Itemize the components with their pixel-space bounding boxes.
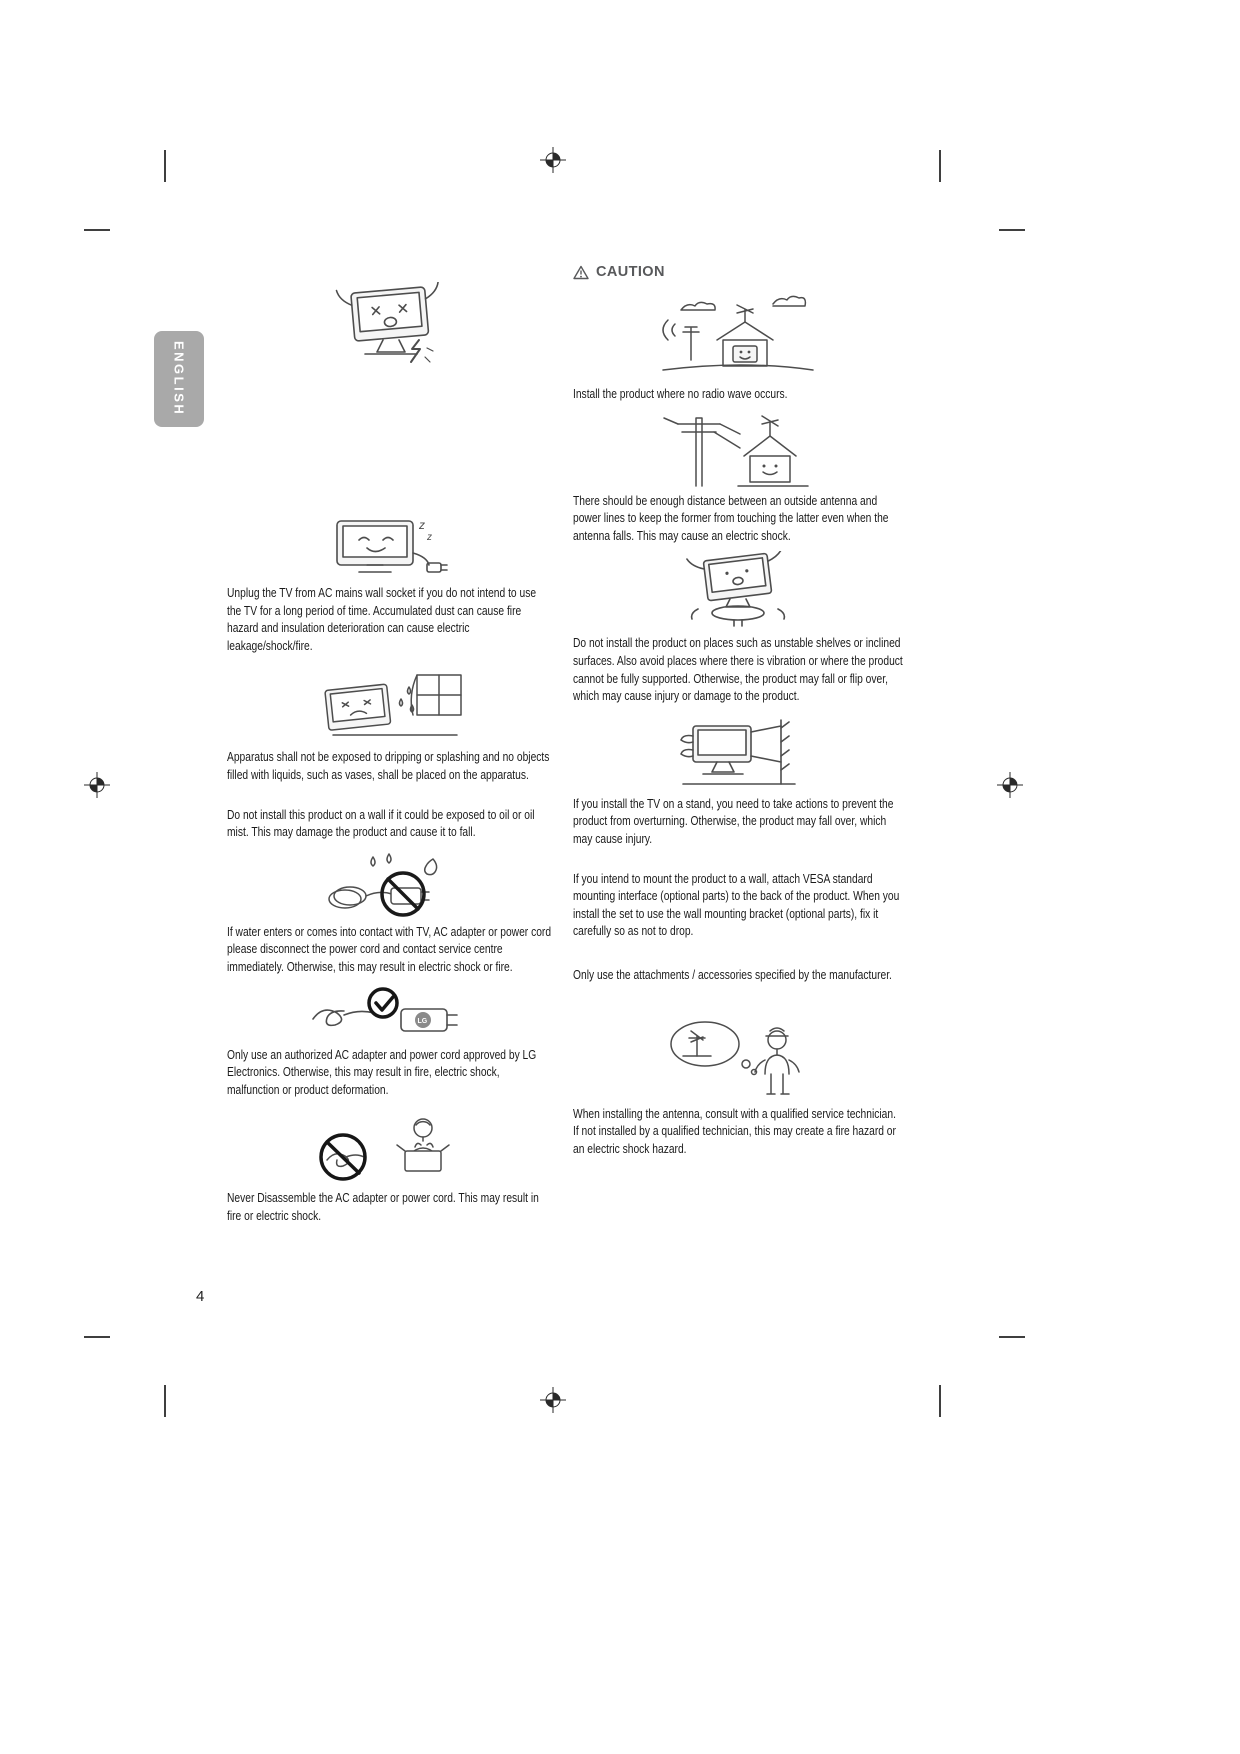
page-number: 4 [196, 1288, 205, 1305]
caution-item-unstable-surface [573, 551, 903, 705]
tv-stand-anti-overturn-illustration [573, 716, 903, 792]
disassembly-prohibited-illustration [227, 1107, 553, 1185]
caution-text: Do not install the product on places such as unstable shelves or inclined surfaces. Also avoid places where there is vibration or where the product cannot be fully supported. Otherwise, the product may fall or flip over, which may cause injury or damage to the product. [573, 636, 903, 704]
caution-item-accessories [573, 967, 903, 985]
crop-mark [939, 1385, 941, 1417]
safety-text: Only use an authorized AC adapter and power cord approved by LG Electronics. Otherwise, this may result in fire, electric shock, malfunction or product deformation. [227, 1047, 537, 1097]
safety-item-water-contact [227, 852, 553, 977]
tv-unplugged-sleeping-illustration [227, 515, 553, 579]
safety-item-electric-shock [227, 282, 553, 370]
caution-item-stand-overturn [573, 716, 903, 849]
registration-mark-bottom [540, 1387, 566, 1418]
crop-mark [999, 1336, 1025, 1338]
antenna-consult-technician-illustration [573, 1014, 903, 1100]
authorized-lg-adapter-illustration [227, 983, 553, 1041]
house-rooftop-antenna-illustration [573, 294, 903, 382]
crop-mark [939, 150, 941, 182]
language-tab [154, 331, 204, 427]
left-column [227, 270, 553, 1226]
crop-mark [84, 229, 110, 231]
safety-text: Never Disassemble the AC adapter or power cord. This may result in fire or electric shock. [227, 1191, 539, 1223]
crop-mark [999, 229, 1025, 231]
caution-text: When installing the antenna, consult with a qualified service technician. If not installed by a qualified technician, this may create a fire hazard or an electric shock hazard. [573, 1106, 896, 1156]
caution-item-radio-wave [573, 294, 903, 404]
safety-text: If water enters or comes into contact with TV, AC adapter or power cord please disconnect the power cord and contact service centre immediately. Otherwise, this may result in electric shock or fire. [227, 924, 552, 974]
caution-item-antenna-technician [573, 1014, 903, 1159]
registration-mark-left [84, 772, 110, 803]
crop-mark [164, 1385, 166, 1417]
caution-text: If you intend to mount the product to a wall, attach VESA standard mounting interface (optional parts) to the back of the product. When you install the set to use the wall mounting bracket (optional parts), fix it carefully so as not to drop. [573, 871, 900, 939]
tv-dripping-splashing-illustration [227, 671, 553, 743]
sleep-z: z [427, 532, 432, 543]
caution-text: Install the product where no radio wave occurs. [573, 387, 788, 401]
caution-label: CAUTION [596, 264, 665, 280]
right-column [573, 264, 903, 1158]
registration-mark-right [997, 772, 1023, 803]
warning-icon [573, 265, 589, 280]
antenna-power-line-distance-illustration [573, 406, 903, 490]
sleep-z: z [419, 518, 425, 532]
caution-item-vesa-mount [573, 871, 903, 941]
caution-text: Only use the attachments / accessories specified by the manufacturer. [573, 967, 892, 982]
safety-item-authorized-adapter [227, 983, 553, 1100]
language-tab-label: ENGLISH [171, 341, 187, 417]
caution-heading [573, 264, 903, 280]
safety-text: Unplug the TV from AC mains wall socket if you do not intend to use the TV for a long period of time. Accumulated dust can cause fire hazard and insulation deterioration can cause electric leakage/shock/fire. [227, 586, 537, 653]
registration-mark-top [540, 147, 566, 178]
safety-item-oil-mist [227, 807, 553, 842]
caution-item-antenna-distance [573, 406, 903, 546]
tv-unstable-surface-illustration [573, 551, 903, 631]
tv-electric-shock-illustration [227, 282, 553, 370]
safety-item-dripping-splashing [227, 671, 553, 784]
safety-text: Do not install this product on a wall if it could be exposed to oil or oil mist. This may damage the product and cause it to fall. [227, 807, 535, 840]
safety-item-unplug-long-period [227, 515, 553, 655]
caution-text: There should be enough distance between an outside antenna and power lines to keep the former from touching the latter even when the antenna falls. This may cause an electric shock. [573, 493, 889, 543]
wet-power-cord-prohibited-illustration [227, 852, 553, 918]
safety-item-never-disassemble [227, 1107, 553, 1225]
crop-mark [164, 150, 166, 182]
lg-logo: LG [417, 1017, 428, 1025]
caution-text: If you install the TV on a stand, you need to take actions to prevent the product from overturning. Otherwise, the product may fall over, which may cause injury. [573, 796, 894, 846]
safety-text: Apparatus shall not be exposed to dripping or splashing and no objects filled with liquids, such as vases, shall be placed on the apparatus. [227, 750, 550, 782]
crop-mark [84, 1336, 110, 1338]
